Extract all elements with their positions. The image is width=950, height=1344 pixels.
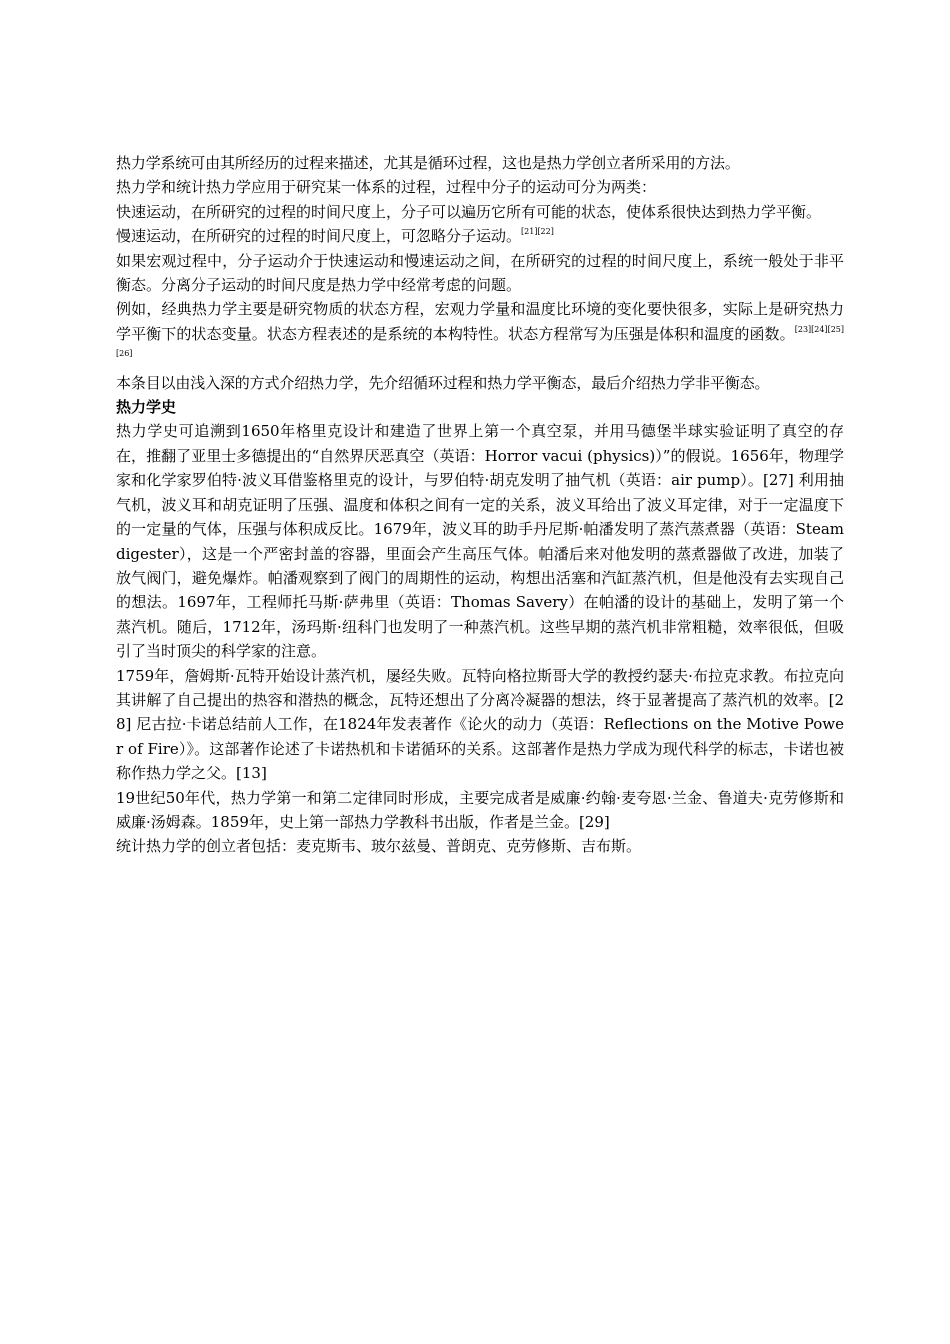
citation-23-26[interactable]: [23][24][25][26] bbox=[116, 324, 844, 359]
citation-21-22[interactable]: [21][22] bbox=[521, 227, 554, 237]
paragraph-slow-motion: 慢速运动，在所研究的过程的时间尺度上，可忽略分子运动。[21][22] bbox=[116, 227, 554, 246]
paragraph-equation-of-state: 例如，经典热力学主要是研究物质的状态方程，宏观力学量和温度比环境的变化要快很多，实际上是研究热力学平衡下的状态变量。状态方程表述的是系统的本构特性。状态方程常写为压强是体积和温度的函数。[23][24][25][26] bbox=[116, 300, 844, 359]
paragraph-fast-motion: 快速运动，在所研究的过程的时间尺度上，分子可以遍历它所有可能的状态，使体系很快达到热力学平衡。 bbox=[116, 202, 822, 221]
paragraph-history-statistical: 统计热力学的创立者包括：麦克斯韦、玻尔兹曼、普朗克、克劳修斯、吉布斯。 bbox=[116, 837, 642, 856]
paragraph-article-overview: 本条目以由浅入深的方式介绍热力学，先介绍循环过程和热力学平衡态，最后介绍热力学非平衡态。 bbox=[116, 373, 770, 392]
paragraph-molecular-motion-types: 热力学和统计热力学应用于研究某一体系的过程，过程中分子的运动可分为两类： bbox=[116, 178, 657, 197]
paragraph-history-laws: 19世纪50年代，热力学第一和第二定律同时形成，主要完成者是威廉·约翰·麦夸恩·兰金、鲁道夫·克劳修斯和威廉·汤姆森。1859年，史上第一部热力学教科书出版，作者是兰金。[29] bbox=[116, 788, 844, 831]
paragraph-non-equilibrium: 如果宏观过程中，分子运动介于快速运动和慢速运动之间，在所研究的过程的时间尺度上，系统一般处于非平衡态。分离分子运动的时间尺度是热力学中经常考虑的问题。 bbox=[116, 251, 844, 295]
document-body bbox=[116, 151, 844, 859]
paragraph-history-vacuum-pump: 热力学史可追溯到1650年格里克设计和建造了世界上第一个真空泵，并用马德堡半球实验证明了真空的存在，推翻了亚里士多德提出的“自然界厌恶真空（英语：Horror vacui (physics)）”的假说。1656年，物理学家和化学家罗伯特·波义耳借鉴格里克的设计，与罗伯特·胡克发明了抽气机（英语：air pump）。[27] 利用抽气机，波义耳和胡克证明了压强、温度和体积之间有一定的关系，波义耳给出了波义耳定律，对于一定温度下的一定量的气体，压强与体积成反比。1679年，波义耳的助手丹尼斯·帕潘发明了蒸汽蒸煮器（英语：Steam digester），这是一个严密封盖的容器，里面会产生高压气体。帕潘后来对他发明的蒸煮器做了改进，加装了放气阀门，避免爆炸。帕潘观察到了阀门的周期性的运动，构想出活塞和汽缸蒸汽机，但是他没有去实现自己的想法。1697年，工程师托马斯·萨弗里（英语：Thomas Savery）在帕潘的设计的基础上，发明了第一个蒸汽机。随后，1712年，汤玛斯·纽科门也发明了一种蒸汽机。这些早期的蒸汽机非常粗糙，效率很低，但吸引了当时顶尖的科学家的注意。 bbox=[116, 422, 844, 661]
section-heading-history: 热力学史 bbox=[116, 398, 177, 417]
paragraph-cyclic-process: 热力学系统可由其所经历的过程来描述，尤其是循环过程，这也是热力学创立者所采用的方法。 bbox=[116, 154, 740, 172]
paragraph-history-watt-carnot: 1759年，詹姆斯·瓦特开始设计蒸汽机，屡经失败。瓦特向格拉斯哥大学的教授约瑟夫·布拉克求教。布拉克向其讲解了自己提出的热容和潜热的概念，瓦特还想出了分离冷凝器的想法，终于显著提高了蒸汽机的效率。[28] 尼古拉·卡诺总结前人工作，在1824年发表著作《论火的动力（英语：Reflections on the Motive Power of Fire）》。这部著作论述了卡诺热机和卡诺循环的关系。这部著作是热力学成为现代科学的标志，卡诺也被称作热力学之父。[13] bbox=[116, 666, 844, 783]
